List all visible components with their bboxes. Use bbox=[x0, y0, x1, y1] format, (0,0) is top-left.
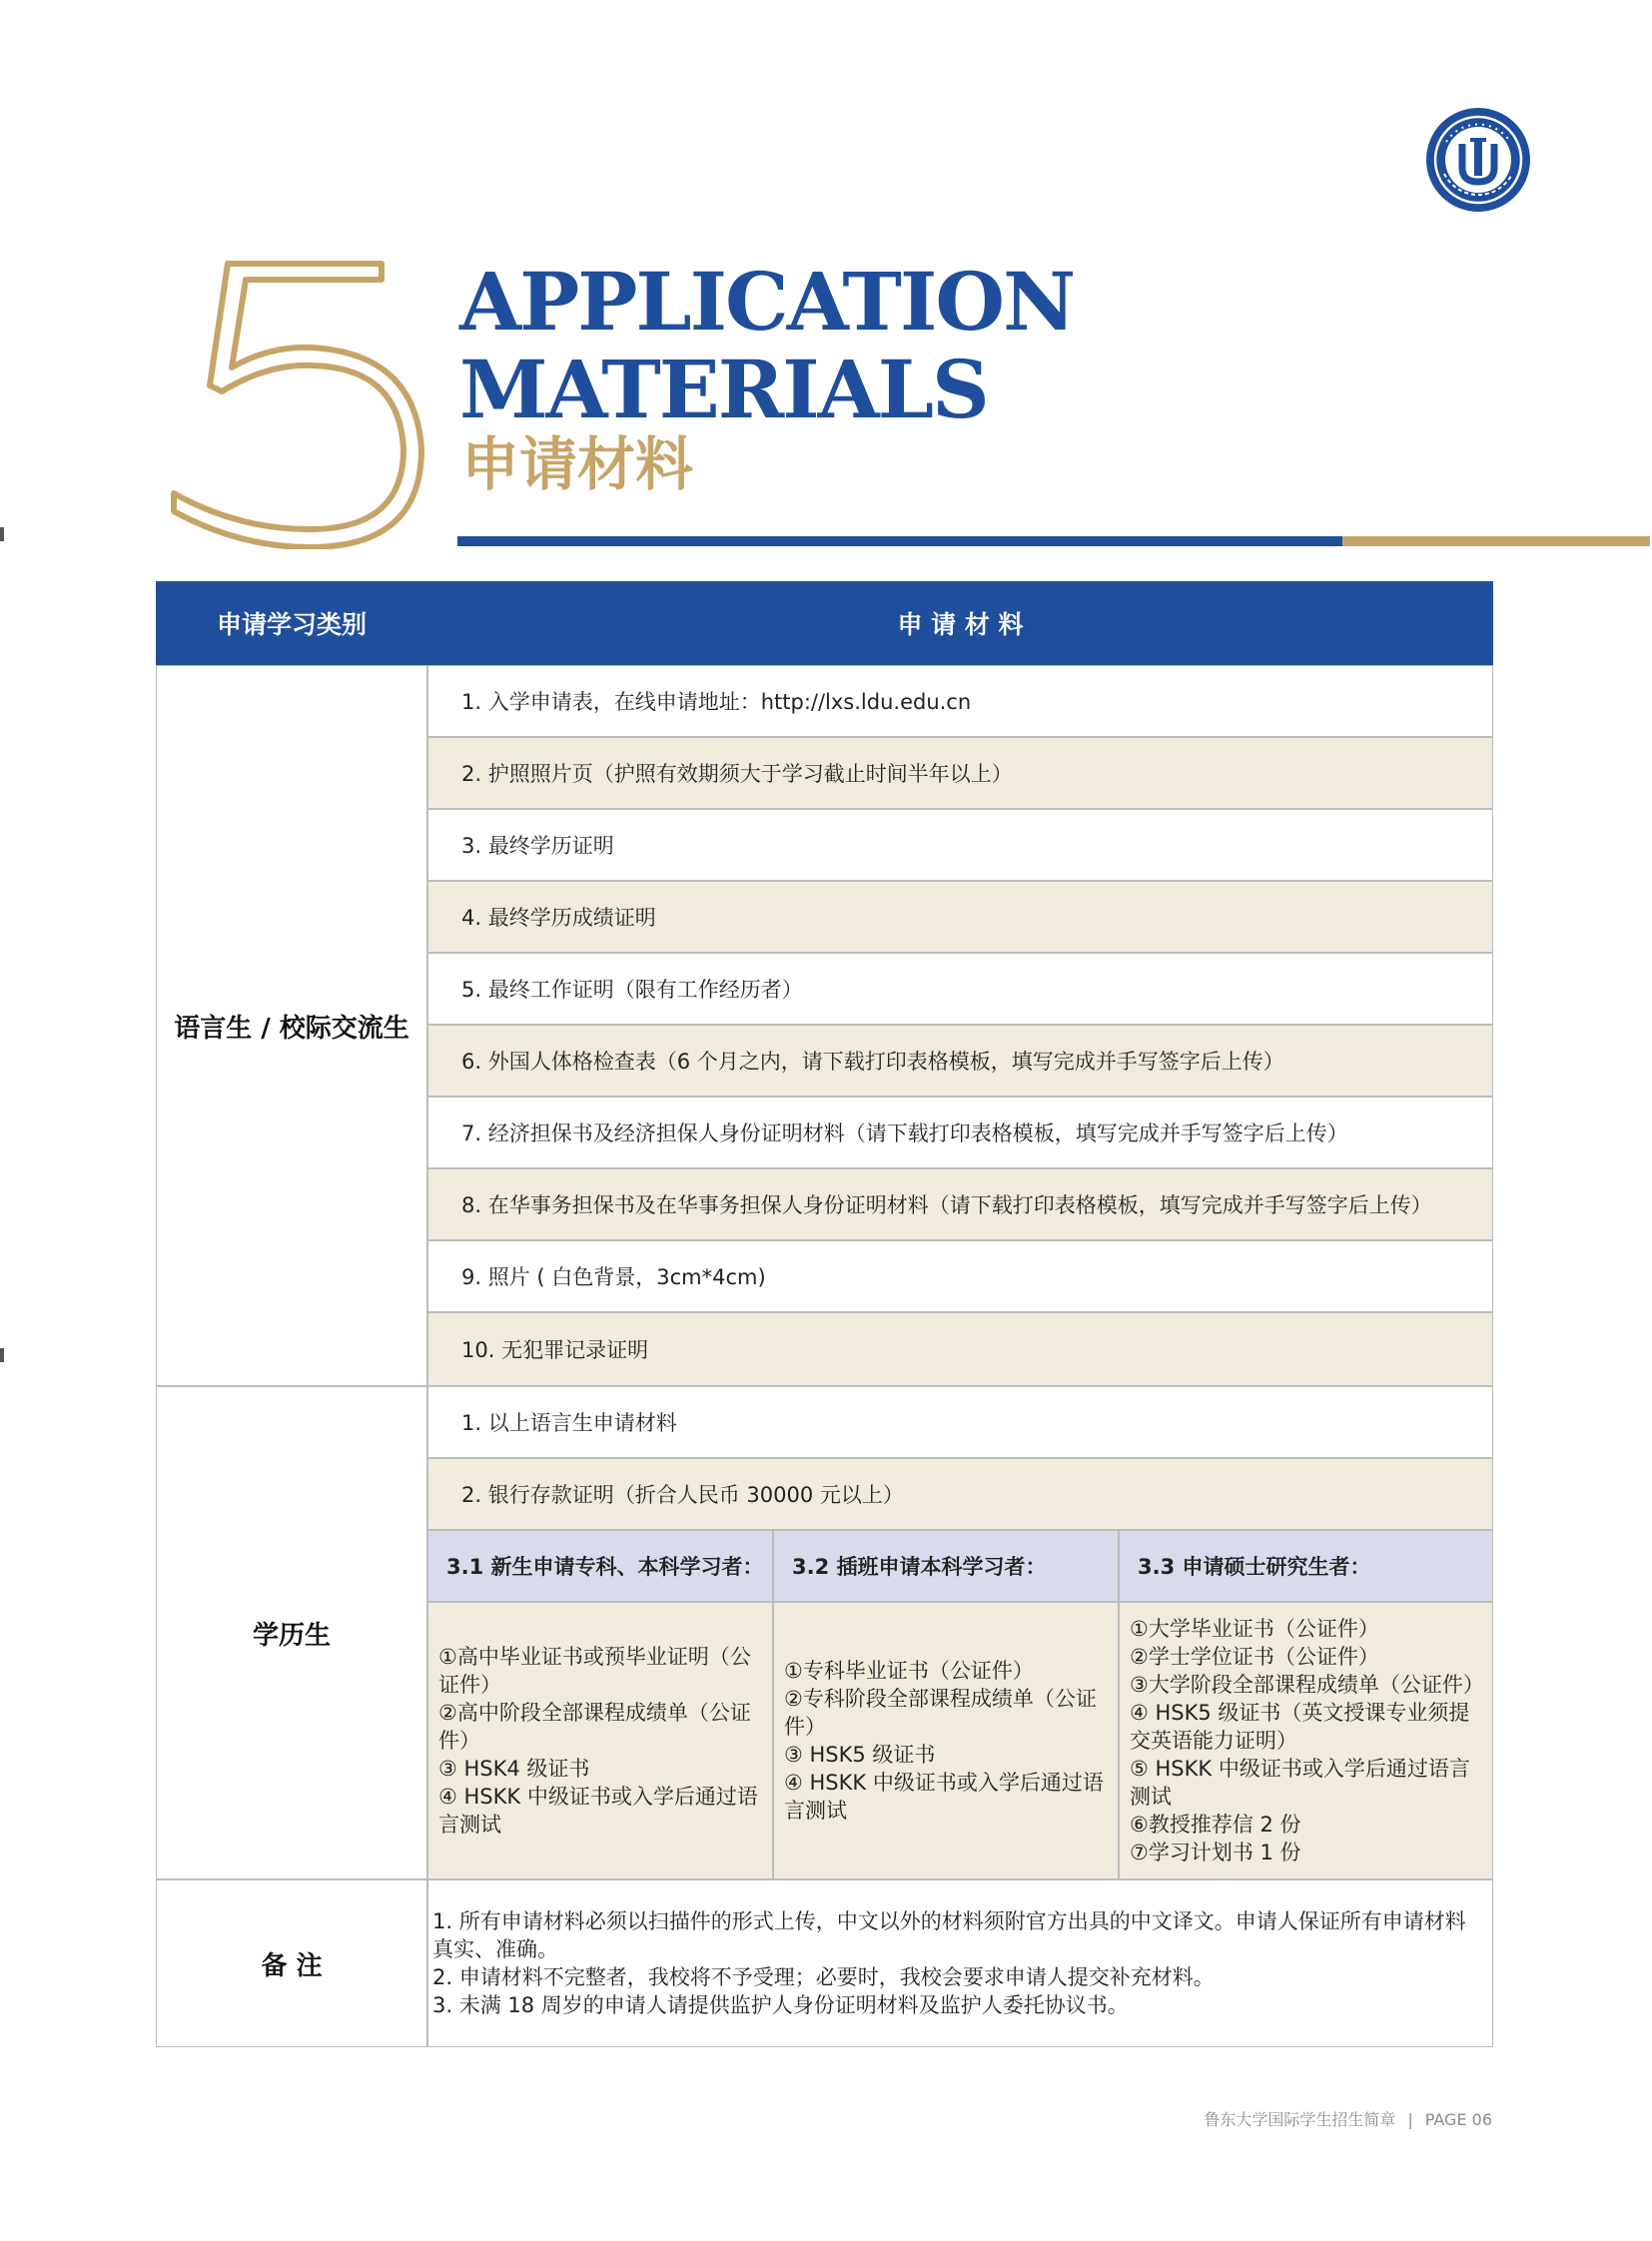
requirement-item: ②专科阶段全部课程成绩单（公证件） bbox=[784, 1687, 1097, 1739]
list-item: 6. 外国人体格检查表（6 个月之内，请下载打印表格模板，填写完成并手写签字后上传） bbox=[427, 1025, 1493, 1097]
note-item: 3. 未满 18 周岁的申请人请提供监护人身份证明材料及监护人委托协议书。 bbox=[432, 1993, 1129, 2017]
list-item: 2. 护照照片页（护照有效期须大于学习截止时间半年以上） bbox=[427, 737, 1493, 809]
list-item: 10. 无犯罪记录证明 bbox=[427, 1312, 1493, 1386]
requirement-item: ①专科毕业证书（公证件） bbox=[784, 1659, 1034, 1683]
subheader-transfer: 3.2 插班申请本科学习者： bbox=[773, 1530, 1119, 1602]
section-number-five bbox=[160, 250, 439, 549]
list-item: 8. 在华事务担保书及在华事务担保人身份证明材料（请下载打印表格模板，填写完成并手写签字后上传） bbox=[427, 1168, 1493, 1240]
list-item: 7. 经济担保书及经济担保人身份证明材料（请下载打印表格模板，填写完成并手写签字后上传） bbox=[427, 1097, 1493, 1168]
requirement-item: ⑥教授推荐信 2 份 bbox=[1130, 1813, 1301, 1837]
title-line-2: MATERIALS bbox=[459, 343, 988, 436]
materials-table bbox=[156, 581, 1493, 2047]
list-item: 1. 入学申请表，在线申请地址：http://lxs.ldu.edu.cn bbox=[427, 665, 1493, 737]
requirement-item: ①大学毕业证书（公证件） bbox=[1130, 1617, 1379, 1641]
requirement-item: ④ HSK5 级证书（英文授课专业须提交英语能力证明） bbox=[1130, 1701, 1470, 1753]
header-materials: 申 请 材 料 bbox=[427, 581, 1493, 665]
page-title-english bbox=[459, 255, 1075, 436]
note-item: 1. 所有申请材料必须以扫描件的形式上传，中文以外的材料须附官方出具的中文译文。申请人保证所有申请材料真实、准确。 bbox=[432, 1909, 1466, 1961]
subheader-undergrad: 3.1 新生申请专科、本科学习者： bbox=[427, 1530, 773, 1602]
requirement-item: ②学士学位证书（公证件） bbox=[1130, 1645, 1379, 1669]
footer-separator: | bbox=[1407, 2110, 1413, 2129]
list-item: 5. 最终工作证明（限有工作经历者） bbox=[427, 953, 1493, 1025]
title-rule-gold bbox=[1342, 536, 1650, 546]
category-degree-students: 学历生 bbox=[156, 1386, 427, 1879]
requirement-item: ③大学阶段全部课程成绩单（公证件） bbox=[1130, 1673, 1484, 1697]
requirement-item: ⑦学习计划书 1 份 bbox=[1130, 1841, 1301, 1865]
category-language-students: 语言生 / 校际交流生 bbox=[156, 665, 427, 1386]
university-seal-icon bbox=[1424, 106, 1532, 214]
note-item: 2. 申请材料不完整者，我校将不予受理；必要时，我校会要求申请人提交补充材料。 bbox=[432, 1965, 1215, 1989]
requirement-item: ②高中阶段全部课程成绩单（公证件） bbox=[438, 1701, 751, 1753]
requirement-item: ③ HSK4 级证书 bbox=[438, 1757, 590, 1781]
requirement-item: ⑤ HSKK 中级证书或入学后通过语言测试 bbox=[1130, 1757, 1470, 1809]
requirements-master bbox=[1119, 1602, 1493, 1879]
category-notes: 备 注 bbox=[156, 1879, 427, 2047]
page-number: PAGE 06 bbox=[1424, 2110, 1492, 2129]
requirement-item: ③ HSK5 级证书 bbox=[784, 1743, 936, 1767]
list-item: 2. 银行存款证明（折合人民币 30000 元以上） bbox=[427, 1458, 1493, 1530]
edge-mark bbox=[0, 527, 4, 541]
edge-mark bbox=[0, 1348, 4, 1362]
requirements-transfer bbox=[773, 1602, 1119, 1879]
page-footer bbox=[1204, 2107, 1492, 2130]
list-item: 9. 照片 ( 白色背景，3cm*4cm) bbox=[427, 1240, 1493, 1312]
requirement-item: ④ HSKK 中级证书或入学后通过语言测试 bbox=[438, 1785, 758, 1837]
subheader-master: 3.3 申请硕士研究生者： bbox=[1119, 1530, 1493, 1602]
requirement-item: ①高中毕业证书或预毕业证明（公证件） bbox=[438, 1645, 751, 1697]
title-line-1: APPLICATION bbox=[459, 255, 1075, 349]
title-rule-blue bbox=[457, 536, 1342, 546]
header-category: 申请学习类别 bbox=[156, 581, 427, 665]
page-title-chinese: 申请材料 bbox=[461, 430, 694, 498]
footer-title: 鲁东大学国际学生招生简章 bbox=[1204, 2110, 1396, 2129]
notes-content bbox=[427, 1879, 1493, 2047]
list-item: 4. 最终学历成绩证明 bbox=[427, 881, 1493, 953]
requirements-undergrad bbox=[427, 1602, 773, 1879]
list-item: 1. 以上语言生申请材料 bbox=[427, 1386, 1493, 1458]
list-item: 3. 最终学历证明 bbox=[427, 809, 1493, 881]
requirement-item: ④ HSKK 中级证书或入学后通过语言测试 bbox=[784, 1771, 1104, 1823]
